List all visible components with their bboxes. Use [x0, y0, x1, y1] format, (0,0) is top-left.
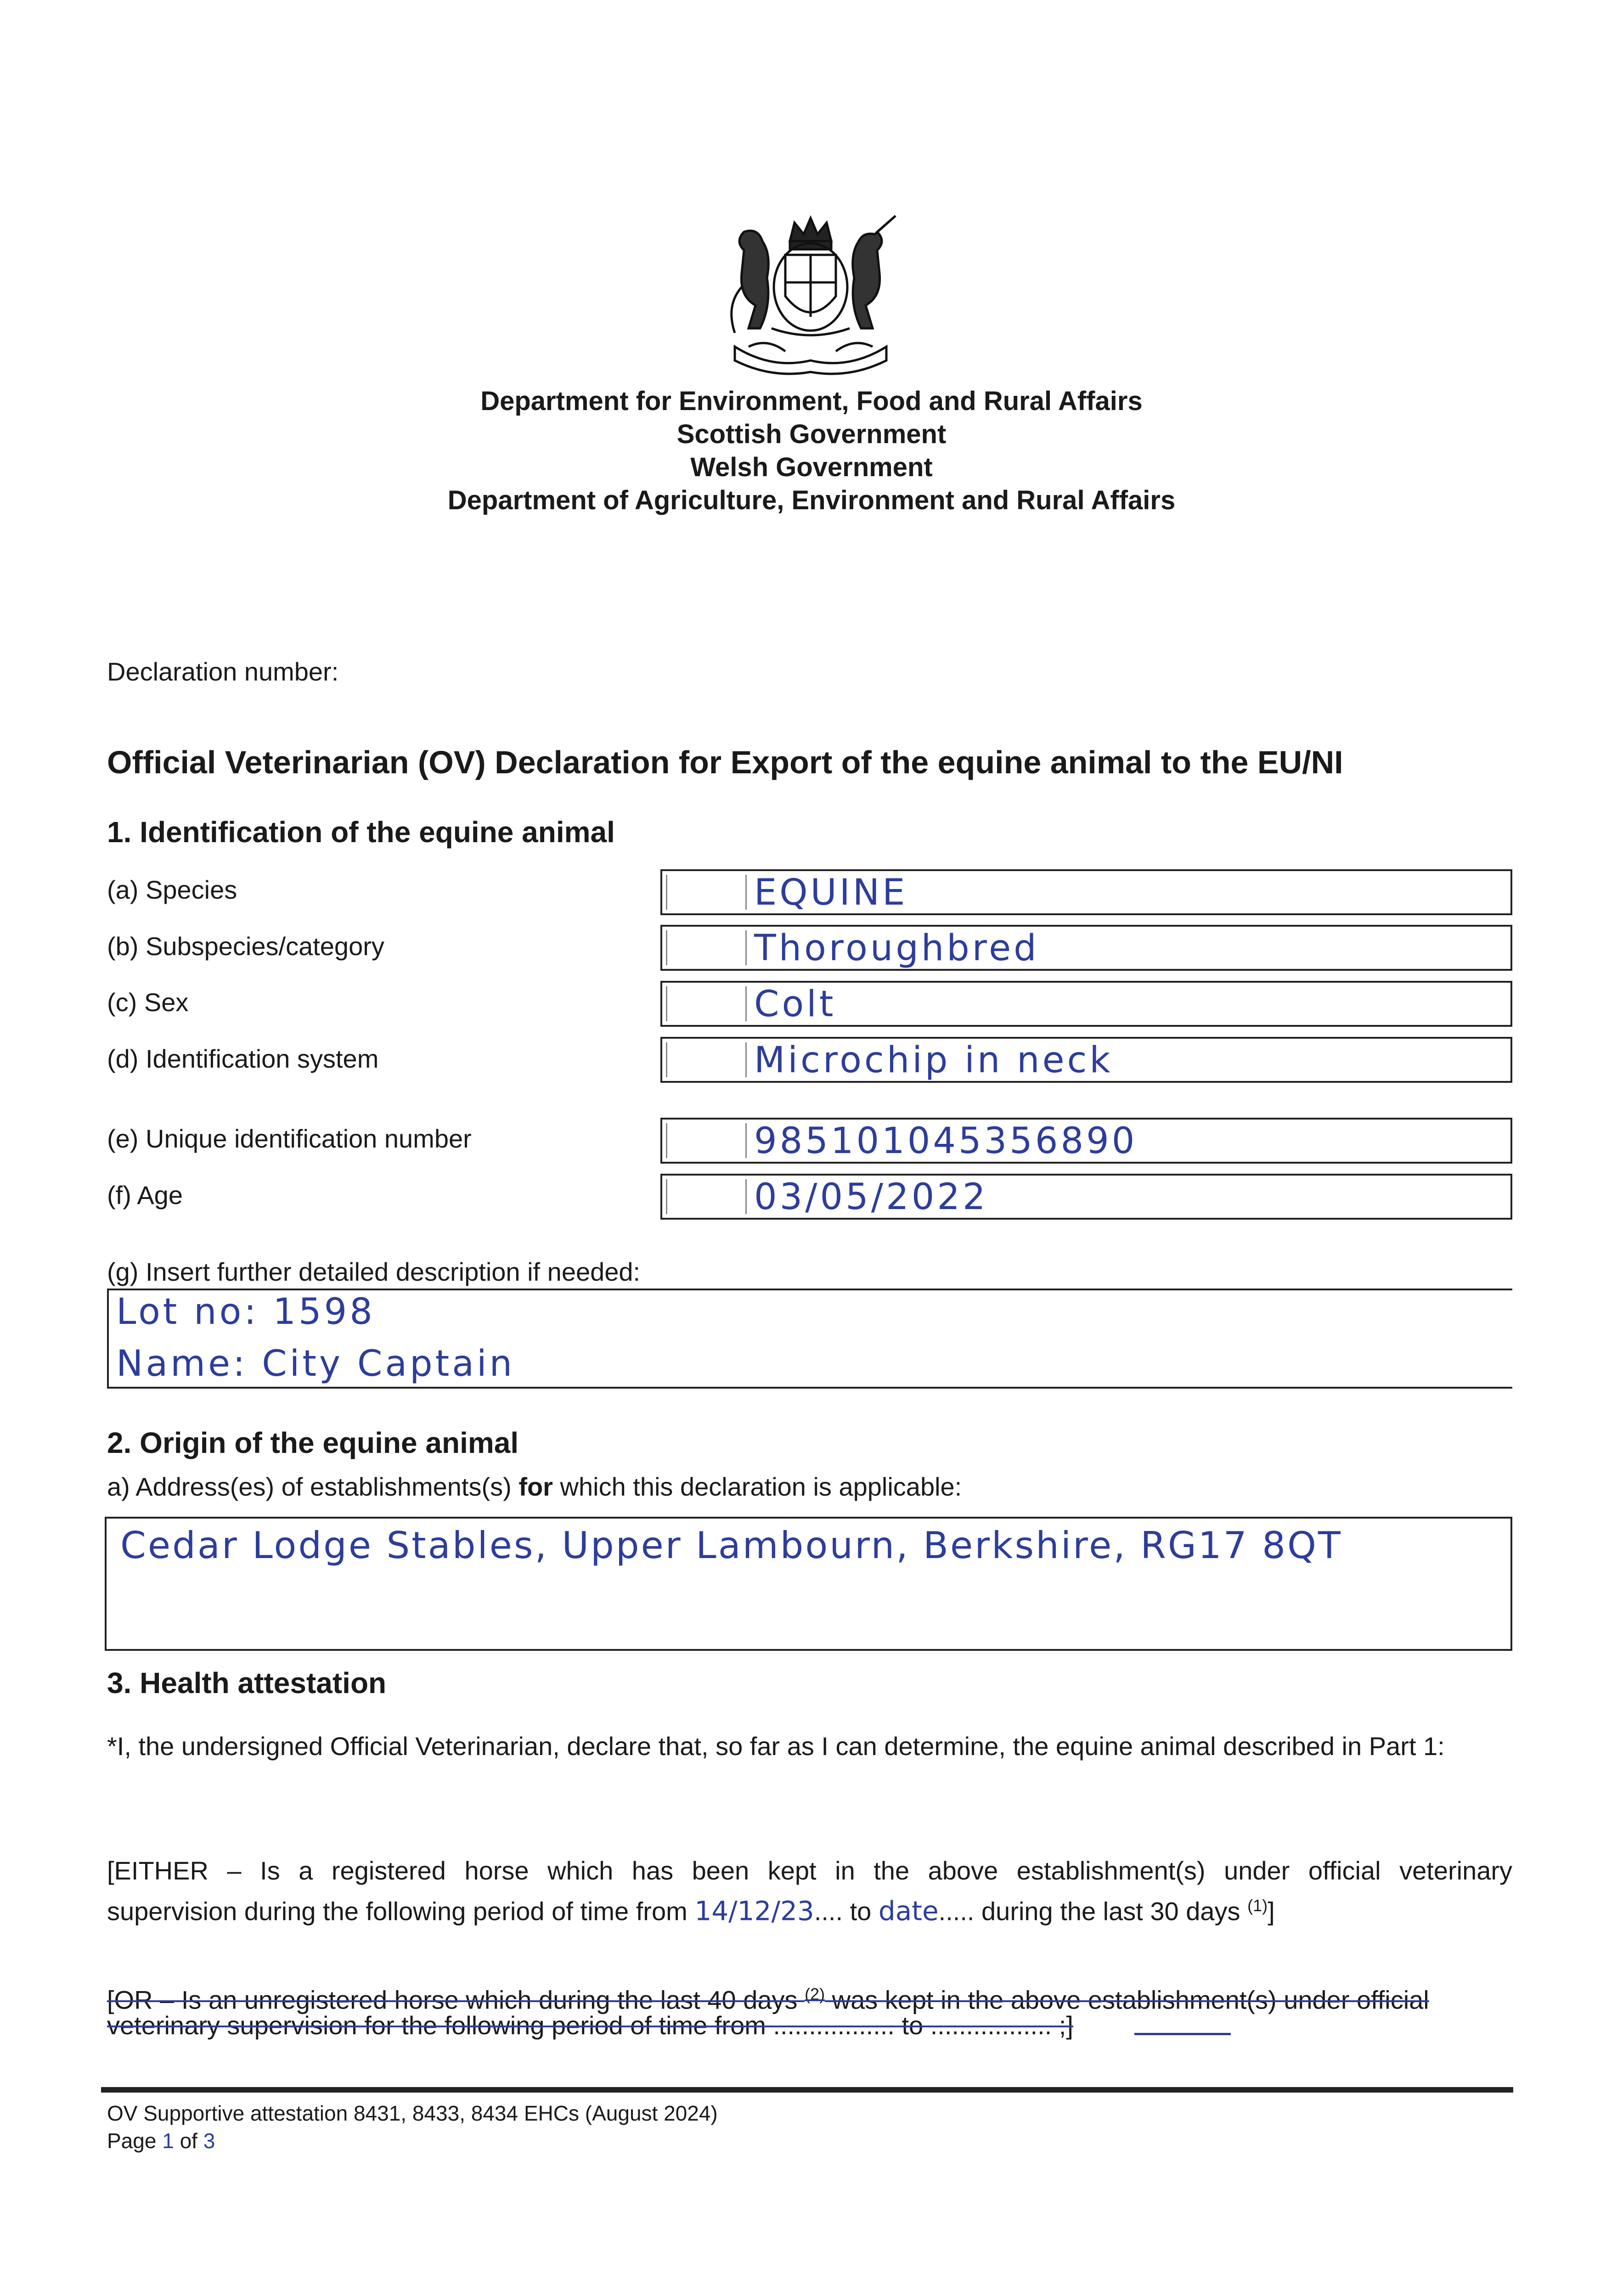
department-line-daera: Department of Agriculture, Environment and Rural Affairs	[447, 485, 1176, 515]
or-strike-extension	[1134, 2033, 1231, 2035]
footer-attestation-ref: OV Supportive attestation 8431, 8433, 8434 EHCs (August 2024)	[107, 2101, 718, 2125]
or-line-2-struck: veterinary supervision for the following period of time from ................. to ................. ;]	[107, 2011, 1073, 2040]
either-from-date: 14/12/23	[694, 1895, 814, 1927]
age-value: 03/05/2022	[754, 1176, 988, 1218]
or-line-1-struck: [OR – Is an unregistered horse which during the last 40 days $^{(2)}$ was kept in the above establishment(s) under official	[107, 1985, 1429, 2015]
age-label: (f) Age	[107, 1181, 183, 1210]
either-line-1: [EITHER – Is a registered horse which has been kept in the above establishment(s) under official veterinary	[107, 1856, 1512, 1885]
subspecies-value: Thoroughbred	[754, 928, 1039, 969]
footer-rule	[101, 2087, 1513, 2093]
department-line-defra: Department for Environment, Food and Rural Affairs	[480, 386, 1143, 416]
species-value: EQUINE	[754, 872, 908, 913]
sex-label: (c) Sex	[107, 988, 189, 1017]
species-label: (a) Species	[107, 875, 237, 904]
address-field[interactable]	[105, 1517, 1512, 1651]
subspecies-field[interactable]	[660, 925, 1512, 971]
footer-page-number: Page 1 of 3	[107, 2129, 215, 2153]
department-line-welsh-government: Welsh Government	[690, 452, 933, 482]
further-description-line-2: Name: City Captain	[116, 1343, 515, 1384]
royal-coat-of-arms-icon	[716, 214, 905, 379]
age-field[interactable]	[660, 1174, 1512, 1220]
section3-heading: 3. Health attestation	[107, 1666, 387, 1699]
further-description-label: (g) Insert further detailed description if needed:	[107, 1257, 641, 1286]
identification-system-field[interactable]	[660, 1037, 1512, 1083]
section2-heading: 2. Origin of the equine animal	[107, 1426, 519, 1459]
either-to-date: date	[878, 1895, 939, 1927]
section1-heading: 1. Identification of the equine animal	[107, 816, 615, 849]
health-attestation-intro: *I, the undersigned Official Veterinarian, declare that, so far as I can determine, the equine animal described in Part 1:	[107, 1732, 1445, 1761]
sex-value: Colt	[754, 984, 836, 1025]
identification-system-value: Microchip in neck	[754, 1040, 1113, 1081]
declaration-number-label: Declaration number:	[107, 657, 339, 686]
address-value: Cedar Lodge Stables, Upper Lambourn, Berkshire, RG17 8QT	[120, 1524, 1342, 1567]
species-field[interactable]	[660, 869, 1512, 915]
subspecies-label: (b) Subspecies/category	[107, 932, 384, 961]
further-description-field[interactable]	[107, 1289, 1512, 1389]
address-label: a) Address(es) of establishments(s) for which this declaration is applicable:	[107, 1472, 962, 1501]
sex-field[interactable]	[660, 981, 1512, 1027]
unique-id-label: (e) Unique identification number	[107, 1124, 472, 1153]
further-description-line-1: Lot no: 1598	[116, 1291, 375, 1333]
department-line-scottish-government: Scottish Government	[676, 419, 947, 449]
either-line-2: supervision during the following period of time from 14/12/23.... to date..... during the last 30 days $^{(1)}$]	[107, 1895, 1275, 1927]
unique-id-value: 985101045356890	[754, 1120, 1138, 1162]
unique-id-field[interactable]	[660, 1118, 1512, 1164]
identification-system-label: (d) Identification system	[107, 1044, 379, 1073]
document-title: Official Veterinarian (OV) Declaration for Export of the equine animal to the EU/NI	[107, 744, 1343, 780]
